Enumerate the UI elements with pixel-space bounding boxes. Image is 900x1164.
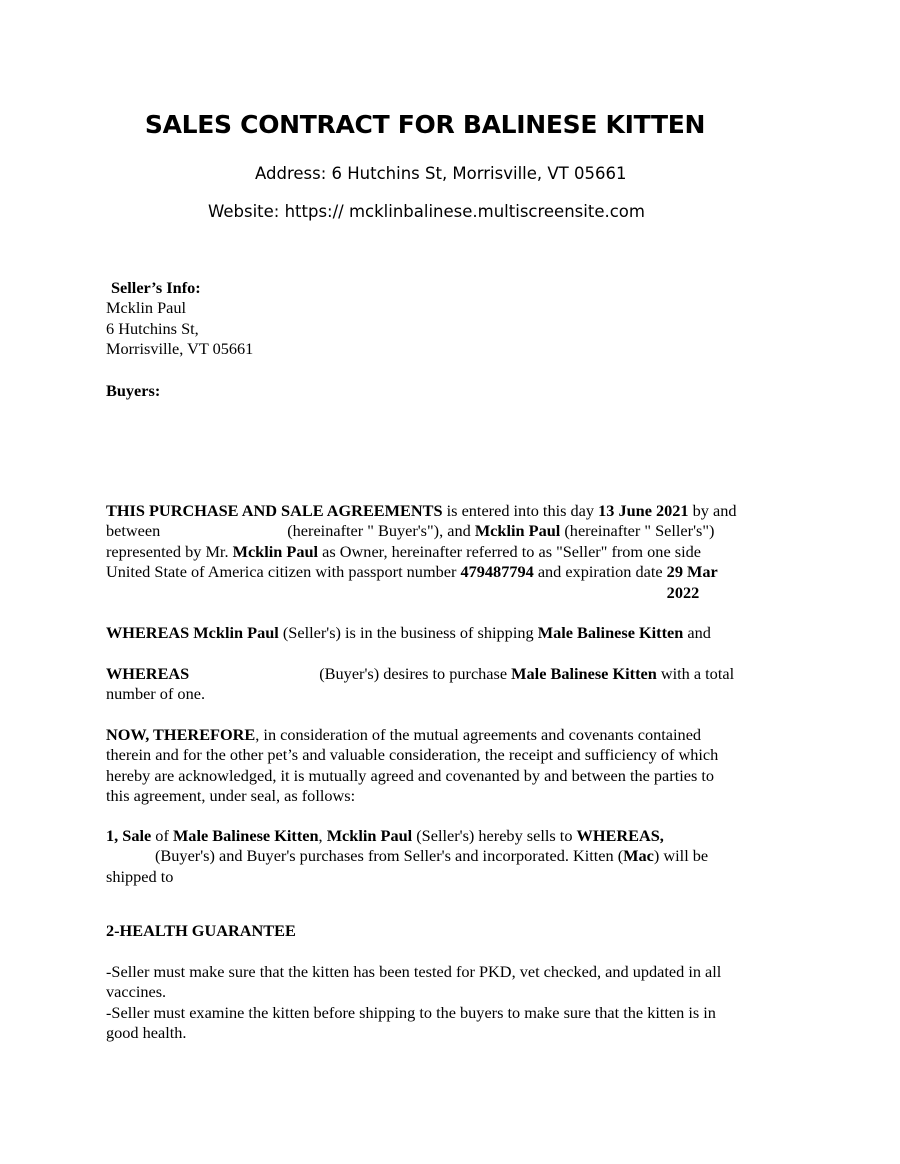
- agreement-paragraph: [106, 501, 806, 603]
- now-therefore-paragraph: NOW, THEREFORE, in consideration of the mutual agreements and covenants contained therein and for the other pet’s and valuable consideration, the receipt and sufficiency of which hereby are acknowledged, it is mutually agreed and covenanted by and between the parties to this agreement, under seal, as follows:: [106, 725, 719, 806]
- buyers-section: [106, 381, 806, 401]
- seller-info: [106, 278, 806, 360]
- expiration-date: 29 Mar 2022: [666, 562, 718, 602]
- seller-info-heading: Seller’s Info:: [111, 278, 201, 297]
- agreement-line-4: United State of America citizen with passport number 479487794 and expiration date 29 Mar 2022: [106, 562, 806, 603]
- health-guarantee-items: -Seller must make sure that the kitten has been tested for PKD, vet checked, and updated in all vaccines. -Seller must examine the kitten before shipping to the buyers to make sure that the kitten is in good health.: [106, 962, 806, 1044]
- list-item: -Seller must make sure that the kitten has been tested for PKD, vet checked, and updated in all: [106, 962, 722, 981]
- agreement-line-1: THIS PURCHASE AND SALE AGREEMENTS is entered into this day 13 June 2021 by and: [106, 501, 737, 520]
- seller-street: 6 Hutchins St,: [106, 318, 199, 338]
- health-guarantee-heading: 2-HEALTH GUARANTEE: [106, 921, 296, 940]
- seller-city: Morrisville, VT 05661: [106, 339, 254, 359]
- sale-clause: 1, Sale of Male Balinese Kitten, Mcklin Paul (Seller's) hereby sells to WHEREAS, (Buyer's) and Buyer's purchases from Seller's and incorporated. Kitten (Mac) will be shipped to: [106, 826, 709, 886]
- address-line: Address: 6 Hutchins St, Morrisville, VT 05661: [255, 164, 627, 183]
- website-line: Website: https:// mcklinbalinese.multiscreensite.com: [208, 202, 645, 221]
- kitten-name: Mac: [623, 846, 654, 866]
- whereas-buyer: WHEREAS (Buyer's) desires to purchase Male Balinese Kitten with a total number of one.: [106, 664, 735, 704]
- list-item: -Seller must examine the kitten before shipping to the buyers to make sure that the kitten is in: [106, 1002, 716, 1022]
- agreement-line-3: represented by Mr. Mcklin Paul as Owner, hereinafter referred to as "Seller" from one side: [106, 541, 701, 561]
- page-title: SALES CONTRACT FOR BALINESE KITTEN: [144, 110, 706, 139]
- seller-name: Mcklin Paul: [106, 298, 187, 318]
- whereas-seller: WHEREAS Mcklin Paul (Seller's) is in the business of shipping Male Balinese Kitten and: [106, 623, 711, 642]
- buyers-heading: Buyers:: [106, 381, 161, 400]
- agreement-line-2: between (hereinafter " Buyer's"), and Mcklin Paul (hereinafter " Seller's"): [106, 521, 715, 541]
